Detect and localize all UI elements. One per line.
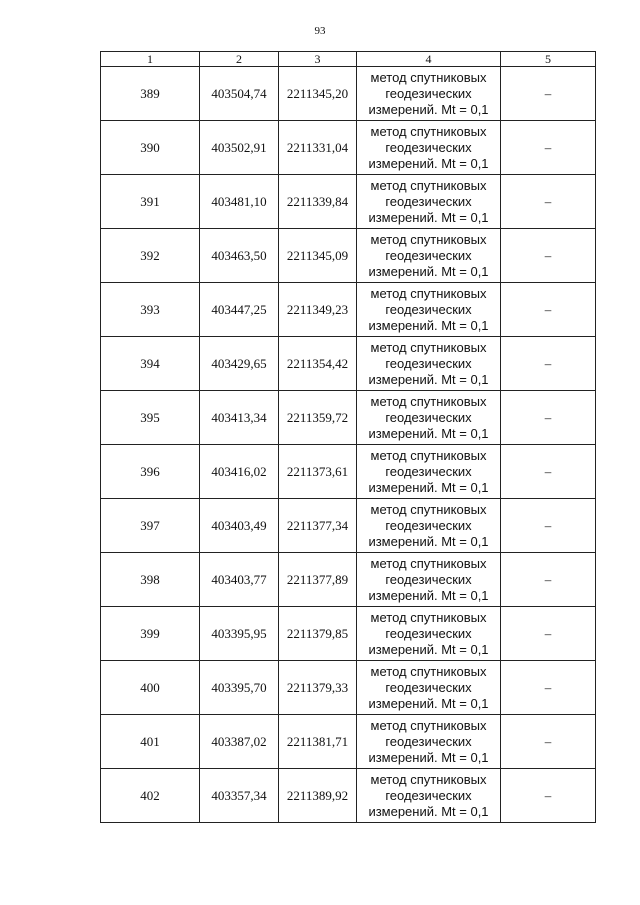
column-5-cell: – [501,121,596,175]
table-row [101,445,596,499]
coordinate-y-cell: 2211345,09 [279,229,357,283]
coordinate-y-cell: 2211345,20 [279,67,357,121]
coordinate-x-cell: 403403,49 [200,499,279,553]
column-5-cell: – [501,553,596,607]
coordinate-y-cell: 2211339,84 [279,175,357,229]
coordinate-y-cell: 2211377,34 [279,499,357,553]
column-5-cell: – [501,175,596,229]
coordinate-y-cell: 2211379,85 [279,607,357,661]
method-cell: метод спутниковых геодезических измерений. Mt = 0,1 [357,607,501,661]
coordinate-y-cell: 2211389,92 [279,769,357,823]
coordinate-x-cell: 403403,77 [200,553,279,607]
column-header-1: 1 [101,52,200,67]
coordinate-x-cell: 403413,34 [200,391,279,445]
coordinate-x-cell: 403416,02 [200,445,279,499]
column-5-cell: – [501,661,596,715]
method-cell: метод спутниковых геодезических измерений. Mt = 0,1 [357,445,501,499]
coordinate-y-cell: 2211381,71 [279,715,357,769]
column-5-cell: – [501,337,596,391]
table-row [101,229,596,283]
table-row [101,769,596,823]
coordinate-y-cell: 2211377,89 [279,553,357,607]
coordinate-x-cell: 403502,91 [200,121,279,175]
point-number-cell: 396 [101,445,200,499]
table-row [101,553,596,607]
method-cell: метод спутниковых геодезических измерений. Mt = 0,1 [357,391,501,445]
table-row [101,607,596,661]
column-5-cell: – [501,67,596,121]
coordinate-x-cell: 403429,65 [200,337,279,391]
point-number-cell: 402 [101,769,200,823]
column-5-cell: – [501,445,596,499]
method-cell: метод спутниковых геодезических измерений. Mt = 0,1 [357,283,501,337]
column-5-cell: – [501,391,596,445]
point-number-cell: 392 [101,229,200,283]
coordinate-x-cell: 403395,95 [200,607,279,661]
point-number-cell: 400 [101,661,200,715]
column-header-5: 5 [501,52,596,67]
point-number-cell: 390 [101,121,200,175]
coordinate-x-cell: 403447,25 [200,283,279,337]
column-header-2: 2 [200,52,279,67]
coordinate-y-cell: 2211373,61 [279,445,357,499]
point-number-cell: 394 [101,337,200,391]
method-cell: метод спутниковых геодезических измерений. Mt = 0,1 [357,661,501,715]
method-cell: метод спутниковых геодезических измерений. Mt = 0,1 [357,715,501,769]
coordinate-x-cell: 403481,10 [200,175,279,229]
point-number-cell: 399 [101,607,200,661]
column-5-cell: – [501,229,596,283]
coordinate-y-cell: 2211379,33 [279,661,357,715]
method-cell: метод спутниковых геодезических измерений. Mt = 0,1 [357,175,501,229]
point-number-cell: 397 [101,499,200,553]
column-5-cell: – [501,499,596,553]
column-5-cell: – [501,607,596,661]
table-row [101,175,596,229]
table-row [101,121,596,175]
coordinate-x-cell: 403387,02 [200,715,279,769]
coordinates-table [100,51,596,823]
table-row [101,715,596,769]
column-5-cell: – [501,283,596,337]
method-cell: метод спутниковых геодезических измерений. Mt = 0,1 [357,67,501,121]
coordinate-x-cell: 403504,74 [200,67,279,121]
coordinate-x-cell: 403395,70 [200,661,279,715]
column-header-4: 4 [357,52,501,67]
column-5-cell: – [501,715,596,769]
coordinate-x-cell: 403357,34 [200,769,279,823]
point-number-cell: 391 [101,175,200,229]
point-number-cell: 395 [101,391,200,445]
table-row [101,499,596,553]
table-row [101,391,596,445]
column-5-cell: – [501,769,596,823]
point-number-cell: 398 [101,553,200,607]
method-cell: метод спутниковых геодезических измерений. Mt = 0,1 [357,553,501,607]
point-number-cell: 389 [101,67,200,121]
method-cell: метод спутниковых геодезических измерений. Mt = 0,1 [357,337,501,391]
table-row [101,283,596,337]
method-cell: метод спутниковых геодезических измерений. Mt = 0,1 [357,229,501,283]
coordinate-x-cell: 403463,50 [200,229,279,283]
point-number-cell: 393 [101,283,200,337]
table-row [101,661,596,715]
method-cell: метод спутниковых геодезических измерений. Mt = 0,1 [357,121,501,175]
coordinate-y-cell: 2211331,04 [279,121,357,175]
method-cell: метод спутниковых геодезических измерений. Mt = 0,1 [357,769,501,823]
column-header-3: 3 [279,52,357,67]
coordinate-y-cell: 2211349,23 [279,283,357,337]
header-row [101,52,596,67]
method-cell: метод спутниковых геодезических измерений. Mt = 0,1 [357,499,501,553]
page-number: 93 [314,25,326,37]
coordinate-y-cell: 2211354,42 [279,337,357,391]
table-row [101,67,596,121]
coordinate-y-cell: 2211359,72 [279,391,357,445]
table-row [101,337,596,391]
point-number-cell: 401 [101,715,200,769]
